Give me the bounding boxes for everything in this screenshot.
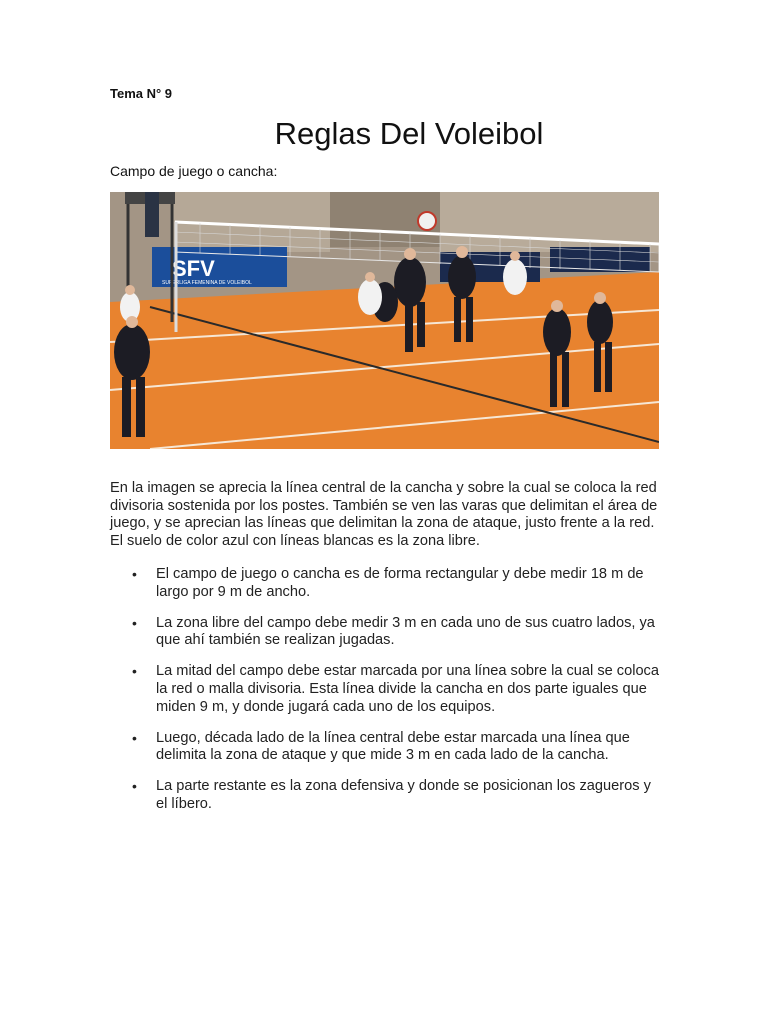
list-item-text: Luego, década lado de la línea central debe estar marcada una línea que delimita la zona de ataque y que mide 3 m en cada lado de la cancha. (156, 729, 630, 764)
bullet-icon: • (132, 614, 137, 631)
list-item-text: El campo de juego o cancha es de forma rectangular y debe medir 18 m de largo por 9 m de ancho. (156, 566, 644, 600)
list-item-text: La parte restante es la zona defensiva y donde se posicionan los zagueros y el líbero. (156, 778, 651, 812)
bullet-icon: • (132, 729, 137, 746)
rules-list (110, 566, 662, 827)
banner-text: SFV (172, 256, 215, 281)
list-item (110, 663, 662, 716)
section-subtitle: Campo de juego o cancha: (110, 163, 278, 179)
page-title: Reglas Del Voleibol (274, 116, 544, 151)
list-item (110, 730, 662, 765)
list-item-text: La zona libre del campo debe medir 3 m en cada uno de sus cuatro lados, ya que ahí también se realizan jugadas. (156, 614, 655, 649)
volleyball-ball (418, 212, 436, 230)
volleyball-match-photo (110, 192, 659, 449)
banner-subtext: SUPERLIGA FEMENINA DE VOLEIBOL (162, 280, 252, 286)
list-item (110, 566, 662, 601)
list-item (110, 615, 662, 650)
list-item-text: La mitad del campo debe estar marcada por una línea sobre la cual se coloca la red o malla divisoria. Esta línea divide la cancha en dos parte iguales que miden 9 m, y donde jugará cada uno de los equipos. (156, 663, 659, 715)
bullet-icon: • (132, 778, 137, 795)
bullet-icon: • (132, 663, 137, 680)
bullet-icon: • (132, 566, 137, 582)
topic-number: Tema N° 9 (110, 86, 173, 101)
list-item (110, 778, 662, 813)
intro-paragraph: En la imagen se aprecia la línea central de la cancha y sobre la cual se coloca la red divisoria sostenida por los postes. También se ven las varas que delimitan el área de juego, y se aprecian las líneas que delimitan la zona de ataque, justo frente a la red. El suelo de color azul con líneas blancas es la zona libre. (110, 480, 658, 549)
